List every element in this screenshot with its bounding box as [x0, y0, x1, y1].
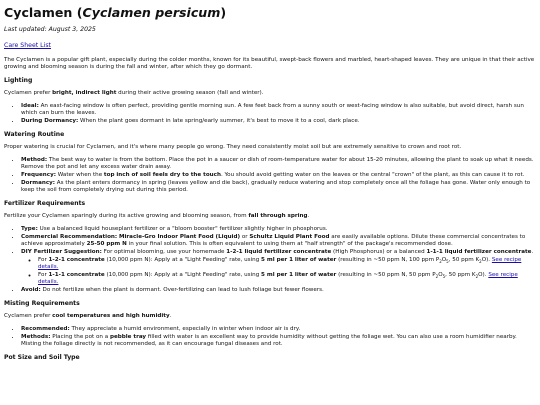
fertilizer-paragraph: Fertilize your Cyclamen sparingly during its active growing and blooming season, from fall through spring.	[4, 213, 310, 219]
recipe-details-link[interactable]: See recipe details.	[38, 257, 522, 270]
pot-soil-heading: Pot Size and Soil Type	[4, 354, 80, 361]
list-item: • Dormancy: As the plant enters dormancy in spring (leaves yellow and die back), gradually reduce watering and stop completely once all the foliage has gone. Water only enough to keep the soil from completely drying out during this period.	[21, 180, 536, 194]
diy-sub-list	[21, 257, 536, 286]
misting-paragraph: Cyclamen prefer cool temperatures and high humidity.	[4, 313, 172, 319]
lighting-paragraph: Cyclamen prefer bright, indirect light during their active growing season (fall and winter).	[4, 90, 264, 96]
watering-list	[4, 157, 536, 194]
misting-heading: Misting Requirements	[4, 300, 80, 307]
list-item: • DIY Fertilizer Suggestion: For optimal blooming, use your homemade 1-2-1 liquid fertilizer concentrate (High Phosphorus) or a balanced 1-1-1 liquid fertilizer concentrate. ◦ For 1-2-1 concentrate (10,000 ppm N): Apply at a "Light Feeding" rate, using 5 ml per 1 liter of water (resulting in ~50 ppm N, 100 ppm $P_2O_5$, 50 ppm $K_2O$). See recipe details. ◦ For 1-1-1 concentrate (10,000 ppm N): Apply at a "Light Feeding" rate, using 5 ml per 1 liter of water (resulting in ~50 ppm N, 50 ppm $P_2O_5$, 50 ppm $K_2O$). See recipe details.	[21, 249, 536, 286]
list-item: • Commercial Recommendation: Miracle-Gro Indoor Plant Food (Liquid) or Schultz Liquid Plant Food are easily available options. Dilute these commercial concentrates to achieve approximately 25-50 ppm N in your final solution. This is often equivalent to using them at "half strength" of the package's recommended dose.	[21, 234, 536, 248]
list-item: • Method: The best way to water is from the bottom. Place the pot in a saucer or dish of room-temperature water for about 15-20 minutes, allowing the plant to soak up what it needs. Remove the pot and let any excess water drain away.	[21, 157, 536, 171]
fertilizer-list	[4, 226, 536, 294]
list-item: • Type: Use a balanced liquid houseplant fertilizer or a "bloom booster" fertilizer slightly higher in phosphorus.	[21, 226, 536, 233]
list-item: • Avoid: Do not fertilize when the plant is dormant. Over-fertilizing can lead to lush foliage but fewer flowers.	[21, 287, 536, 294]
last-updated: Last updated: August 3, 2025	[4, 26, 96, 33]
list-item: • During Dormancy: When the plant goes dormant in late spring/early summer, it's best to move it to a cool, dark place.	[21, 118, 536, 125]
fertilizer-heading: Fertilizer Requirements	[4, 200, 86, 207]
title-common-name: Cyclamen (	[4, 5, 83, 20]
title-close-paren: )	[220, 5, 227, 20]
list-item: ◦ For 1-2-1 concentrate (10,000 ppm N): Apply at a "Light Feeding" rate, using 5 ml per 1 liter of water (resulting in ~50 ppm N, 100 ppm $P_2O_5$, 50 ppm $K_2O$). See recipe details.	[38, 257, 536, 271]
list-item: • Ideal: An east-facing window is often perfect, providing gentle morning sun. A few feet back from a sunny south or west-facing window is also suitable, but avoid direct, harsh sun which can burn the leaves.	[21, 103, 536, 117]
watering-paragraph: Proper watering is crucial for Cyclamen, and it's where many people go wrong. They need consistently moist soil but are extremely sensitive to crown and root rot.	[4, 144, 462, 150]
list-item: ◦ For 1-1-1 concentrate (10,000 ppm N): Apply at a "Light Feeding" rate, using 5 ml per 1 liter of water (resulting in ~50 ppm N, 50 ppm $P_2O_5$, 50 ppm $K_2O$). See recipe details.	[38, 272, 536, 286]
list-item: • Frequency: Water when the top inch of soil feels dry to the touch. You should avoid getting water on the leaves or the central "crown" of the plant, as this can cause it to rot.	[21, 172, 536, 179]
list-item: • Methods: Placing the pot on a pebble tray filled with water is an excellent way to provide humidity without getting the foliage wet. You can also use a room humidifier nearby. Misting the foliage directly is not recommended, as it can encourage fungal diseases and rot.	[21, 334, 536, 348]
intro-paragraph: The Cyclamen is a popular gift plant, especially during the colder months, known for its beautiful, swept-back flowers and marbled, heart-shaped leaves. They are unique in that their active growing and blooming season is during the fall and winter, after which they go dormant.	[4, 57, 535, 70]
lighting-list	[4, 103, 536, 125]
page-title	[4, 5, 536, 20]
recipe-details-link[interactable]: See recipe details.	[38, 272, 518, 285]
list-item: • Recommended: They appreciate a humid environment, especially in winter when indoor air is dry.	[21, 326, 536, 333]
care-sheet-list-link[interactable]: Care Sheet List	[4, 42, 51, 49]
title-scientific-name: Cyclamen persicum	[82, 5, 221, 20]
watering-heading: Watering Routine	[4, 131, 65, 138]
lighting-heading: Lighting	[4, 77, 33, 84]
misting-list	[4, 326, 536, 348]
